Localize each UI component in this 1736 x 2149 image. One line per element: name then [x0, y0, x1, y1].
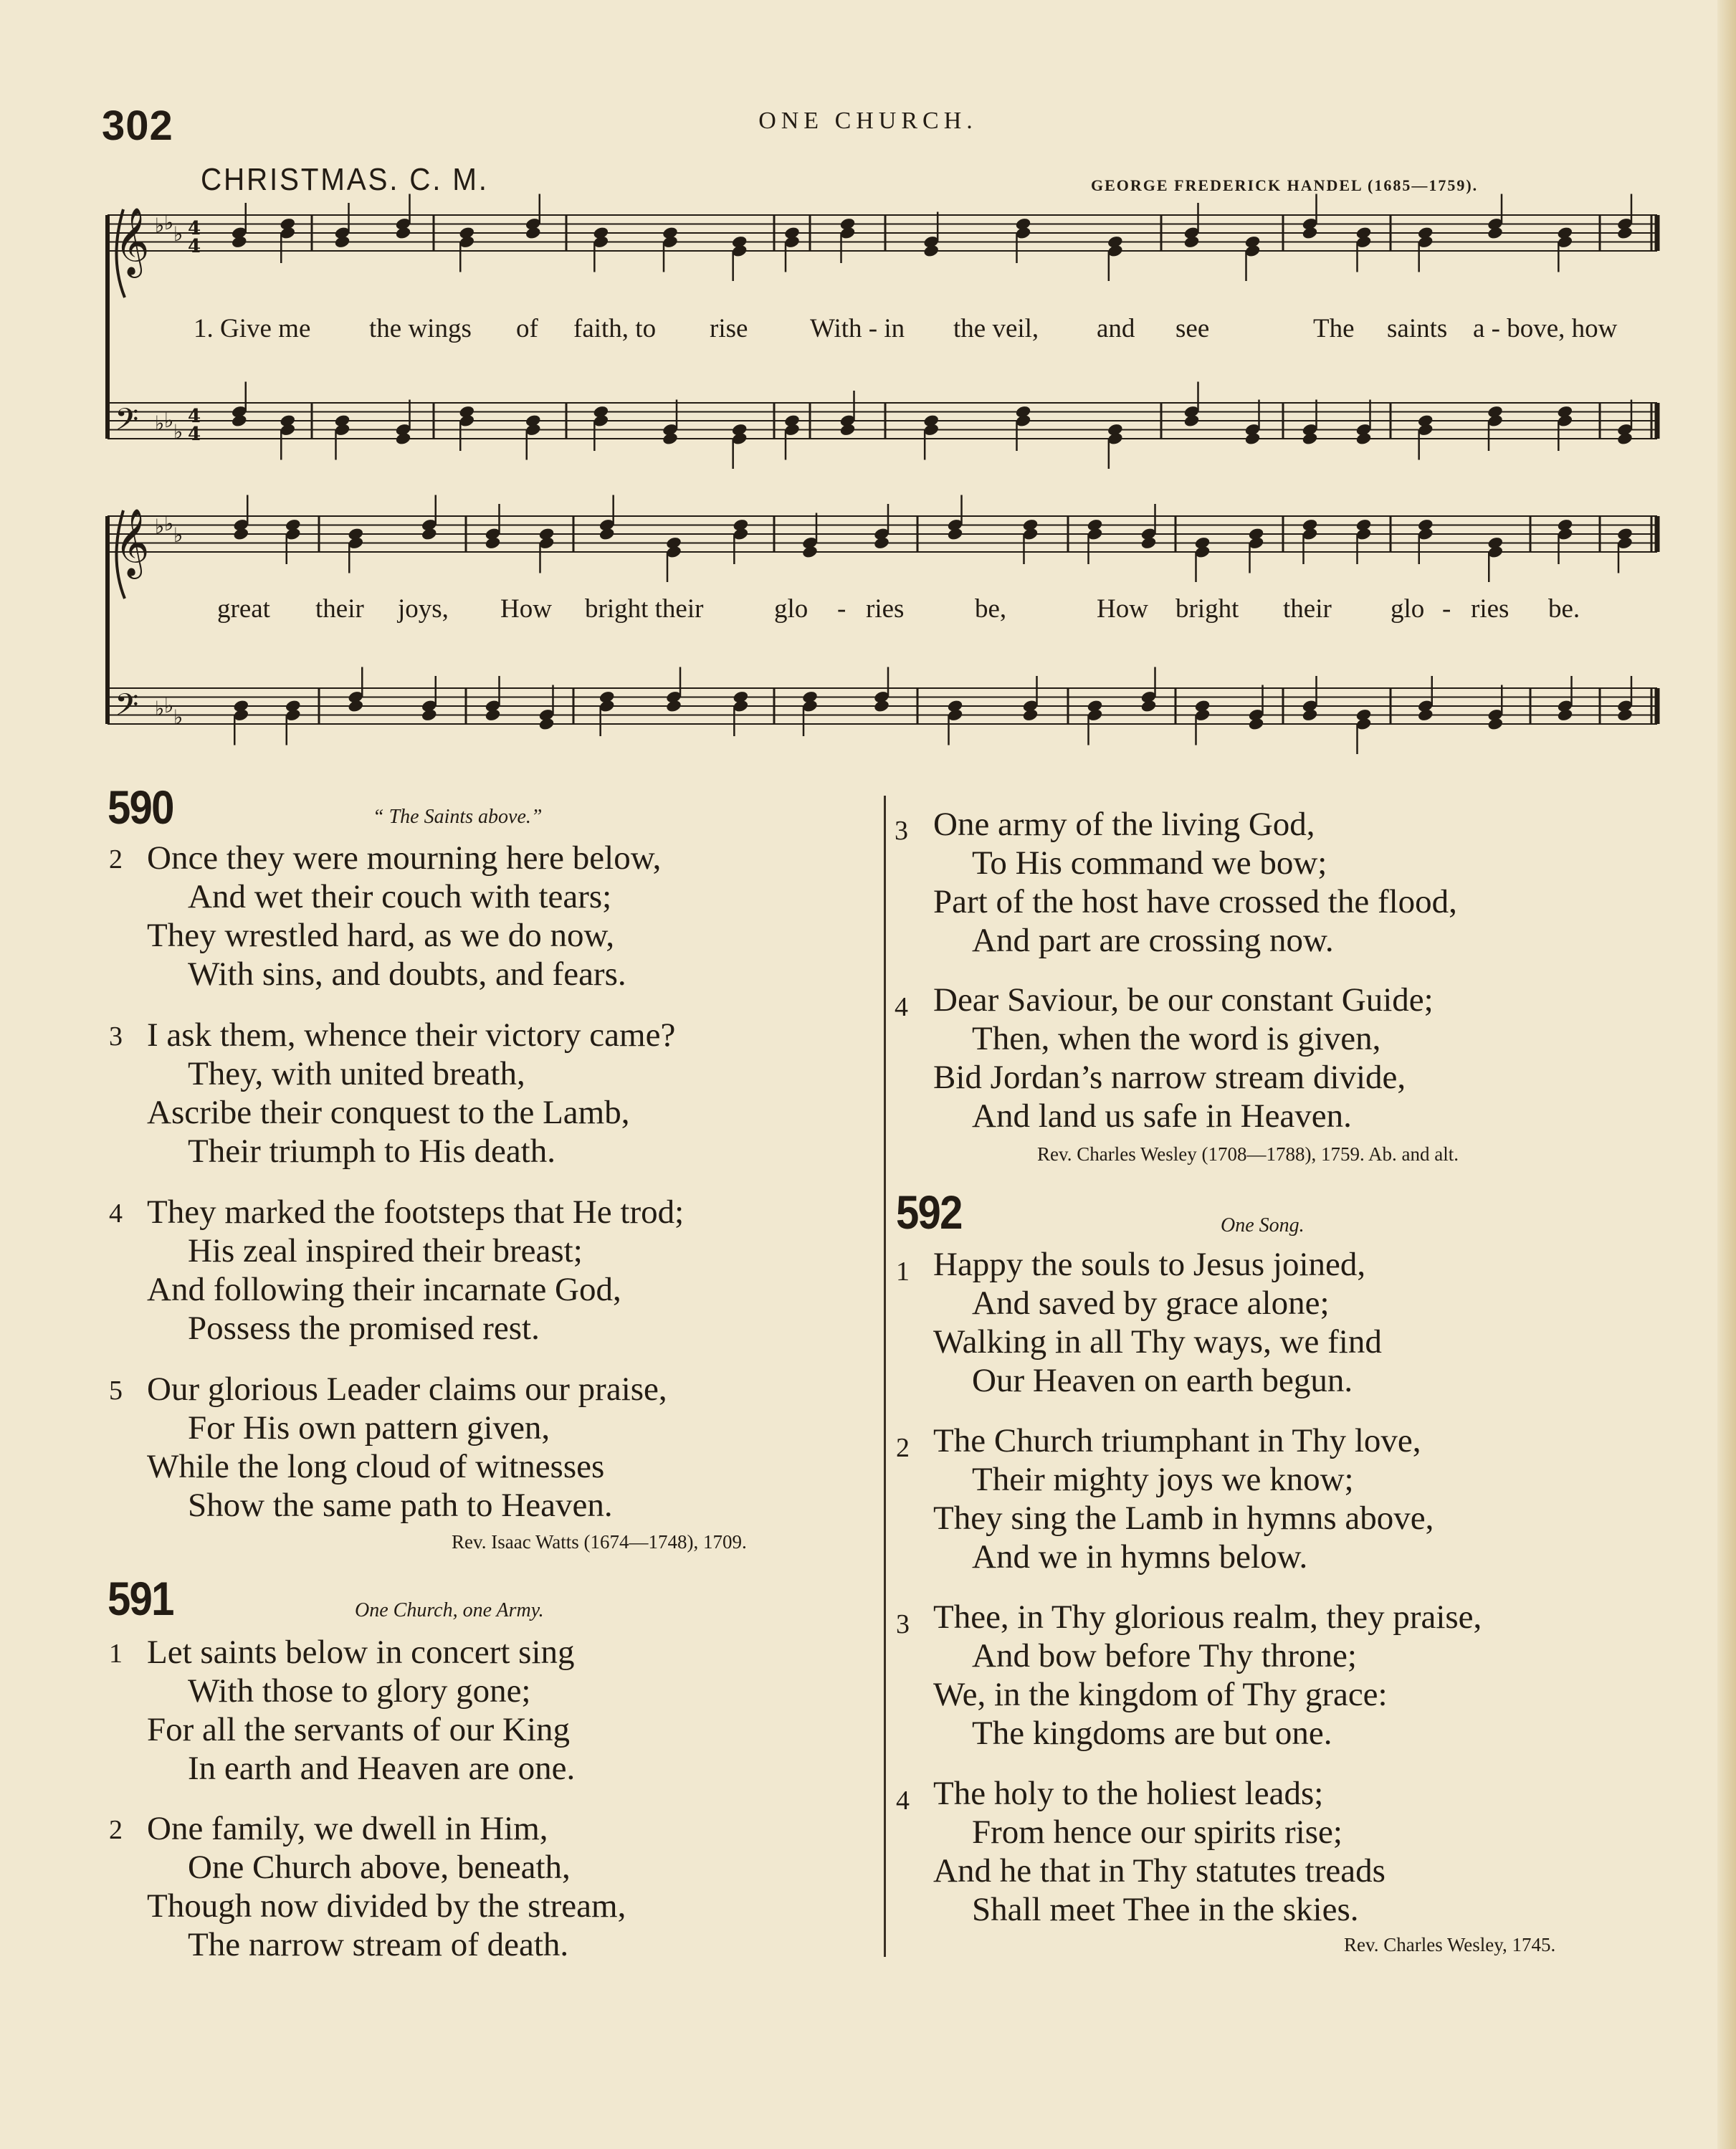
- verse-number: 2: [109, 844, 123, 875]
- key-signature-flat: ♭: [164, 409, 174, 432]
- verse-number: 5: [109, 1376, 123, 1406]
- verse-line: They, with united breath,: [188, 1055, 525, 1092]
- lyric-syllable: saints: [1387, 314, 1448, 343]
- verse-line: Show the same path to Heaven.: [188, 1487, 613, 1524]
- verse-number: 2: [896, 1433, 910, 1463]
- note-head: [1302, 432, 1319, 446]
- verse-number: 4: [109, 1199, 123, 1229]
- note-head: [1244, 432, 1262, 446]
- verse-line: Bid Jordan’s narrow stream divide,: [933, 1059, 1406, 1096]
- note-head: [347, 699, 364, 713]
- verse-line: Part of the host have crossed the flood,: [933, 883, 1457, 920]
- note-head: [1487, 226, 1504, 240]
- note-head: [801, 545, 819, 559]
- lyric-syllable: bright: [1175, 594, 1239, 624]
- treble-clef: 𝄞: [115, 207, 150, 275]
- verse-line: They marked the footsteps that He trod;: [147, 1193, 685, 1231]
- verse-line: Walking in all Thy ways, we find: [933, 1323, 1382, 1361]
- note-head: [1616, 226, 1634, 240]
- hymn-subtitle: One Church, one Army.: [355, 1599, 544, 1621]
- verse-line: With those to glory gone;: [188, 1672, 531, 1710]
- key-signature-flat: ♭: [173, 222, 183, 246]
- note-head: [873, 536, 890, 551]
- lyric-syllable: ries: [1471, 594, 1510, 624]
- note-head: [1140, 536, 1158, 551]
- verse-number: 3: [896, 1609, 910, 1639]
- verse-line: And part are crossing now.: [972, 922, 1334, 959]
- verse-line: The holy to the holiest leads;: [933, 1775, 1324, 1812]
- verse-line: To His command we bow;: [972, 844, 1327, 882]
- verse-number: 4: [895, 992, 908, 1022]
- verse-line: In earth and Heaven are one.: [188, 1750, 576, 1787]
- lyric-syllable: a - bove, how: [1473, 314, 1618, 343]
- note-head: [1183, 414, 1201, 428]
- note-head: [485, 536, 502, 551]
- lyric-syllable: faith, to: [573, 314, 657, 343]
- tune-name: CHRISTMAS. C. M.: [201, 162, 489, 197]
- hymn-number: 591: [108, 1572, 173, 1625]
- running-head: ONE CHURCH.: [758, 108, 978, 134]
- note-head: [1616, 708, 1634, 723]
- note-head: [1487, 717, 1504, 731]
- verse-line: Dear Saviour, be our constant Guide;: [933, 981, 1434, 1019]
- hymn-attribution: Rev. Charles Wesley (1708—1788), 1759. Ab. and alt.: [1037, 1143, 1459, 1165]
- verse-number: 3: [109, 1021, 123, 1052]
- lyric-syllable: of: [516, 314, 538, 343]
- note-head: [665, 699, 682, 713]
- verse-line: Our glorious Leader claims our praise,: [147, 1371, 667, 1408]
- verse-line: And saved by grace alone;: [972, 1285, 1330, 1322]
- lyric-syllable: bright their: [585, 594, 704, 624]
- note-head: [231, 235, 248, 249]
- lyric-syllable: With - in: [810, 314, 905, 343]
- lyric-syllable: How: [1097, 594, 1148, 624]
- lyric-syllable: joys,: [398, 594, 449, 624]
- verse-line: For all the servants of our King: [147, 1711, 571, 1748]
- lyric-syllable: see: [1175, 314, 1210, 343]
- verse-line: One Church above, beneath,: [188, 1849, 571, 1886]
- verse-line: And we in hymns below.: [972, 1538, 1308, 1576]
- lyric-syllable: The: [1313, 314, 1355, 343]
- lyric-syllable: be,: [975, 594, 1007, 624]
- verse-number: 3: [895, 816, 908, 846]
- verse-line: Their triumph to His death.: [188, 1133, 555, 1170]
- verse-line: We, in the kingdom of Thy grace:: [933, 1676, 1388, 1713]
- time-signature: 4: [188, 236, 201, 257]
- page-number: 302: [102, 103, 173, 149]
- note-head: [1616, 432, 1634, 446]
- verse-line: And bow before Thy throne;: [972, 1637, 1357, 1674]
- column-divider: [884, 796, 886, 1957]
- hymn-subtitle: One Song.: [1221, 1214, 1305, 1236]
- verse-line: Then, when the word is given,: [972, 1020, 1381, 1057]
- hymn-subtitle: “ The Saints above.”: [373, 806, 543, 828]
- time-signature: 4: [188, 424, 201, 445]
- composer-credit: GEORGE FREDERICK HANDEL (1685—1759).: [1091, 176, 1479, 194]
- lyric-syllable: 1. Give me: [194, 314, 311, 343]
- lyric-syllable: great: [217, 594, 270, 624]
- note-head: [1557, 708, 1574, 723]
- key-signature-flat: ♭: [155, 411, 165, 435]
- verse-line: They wrestled hard, as we do now,: [147, 917, 615, 954]
- verse-number: 4: [896, 1786, 910, 1816]
- verse-line: With sins, and doubts, and fears.: [188, 956, 626, 993]
- note-head: [334, 235, 351, 249]
- verse-line: Shall meet Thee in the skies.: [972, 1891, 1359, 1928]
- key-signature-flat: ♭: [155, 515, 165, 538]
- note-head: [232, 527, 249, 541]
- note-head: [1302, 226, 1319, 240]
- verse-line: The Church triumphant in Thy love,: [933, 1422, 1421, 1459]
- note-head: [839, 423, 857, 437]
- verse-line: And land us safe in Heaven.: [972, 1097, 1352, 1135]
- verse-line: And wet their couch with tears;: [188, 878, 612, 915]
- lyric-syllable: their: [315, 594, 364, 624]
- note-head: [421, 708, 438, 723]
- verse-number: 1: [109, 1639, 123, 1669]
- lyric-syllable: -: [837, 594, 846, 624]
- lyric-syllable: ries: [866, 594, 905, 624]
- verse-line: Once they were mourning here below,: [147, 839, 662, 877]
- verse-line: Possess the promised rest.: [188, 1310, 540, 1347]
- hymn-number: 590: [108, 781, 173, 834]
- verse-line: One army of the living God,: [933, 806, 1315, 843]
- note-head: [1355, 432, 1373, 446]
- hymn-attribution: Rev. Charles Wesley, 1745.: [1344, 1934, 1556, 1955]
- lyric-syllable: be.: [1548, 594, 1580, 624]
- bass-clef: 𝄢: [115, 687, 139, 730]
- verse-line: Our Heaven on earth begun.: [972, 1362, 1353, 1399]
- verse-line: His zeal inspired their breast;: [188, 1232, 583, 1269]
- verse-line: I ask them, whence their victory came?: [147, 1016, 676, 1054]
- verse-line: Happy the souls to Jesus joined,: [933, 1246, 1366, 1283]
- lyric-syllable: How: [500, 594, 552, 624]
- note-head: [421, 527, 438, 541]
- verse-line: Their mighty joys we know;: [972, 1461, 1354, 1498]
- hymn-attribution: Rev. Isaac Watts (1674—1748), 1709.: [452, 1531, 747, 1553]
- verse-line: While the long cloud of witnesses: [147, 1448, 605, 1485]
- note-head: [873, 699, 890, 713]
- lyric-syllable: rise: [710, 314, 748, 343]
- lyric-syllable: glo: [1391, 594, 1425, 624]
- time-signature: 4: [188, 406, 201, 427]
- note-head: [485, 708, 502, 723]
- note-head: [1248, 717, 1265, 731]
- note-head: [922, 244, 940, 258]
- verse-line: Thee, in Thy glorious realm, they praise,: [933, 1598, 1482, 1636]
- hymn-number: 592: [896, 1186, 962, 1239]
- verse-number: 2: [109, 1815, 123, 1845]
- key-signature-flat: ♭: [173, 705, 183, 729]
- note-head: [1302, 708, 1319, 723]
- verse-line: The narrow stream of death.: [188, 1926, 569, 1963]
- note-head: [1417, 708, 1434, 723]
- note-head: [1183, 235, 1201, 249]
- lyric-syllable: the veil,: [953, 314, 1039, 343]
- verse-line: One family, we dwell in Him,: [147, 1810, 548, 1847]
- lyric-syllable: glo: [774, 594, 809, 624]
- key-signature-flat: ♭: [164, 211, 174, 234]
- verse-line: Though now divided by the stream,: [147, 1887, 626, 1925]
- note-head: [1022, 708, 1039, 723]
- note-head: [395, 432, 412, 446]
- verse-line: Let saints below in concert sing: [147, 1634, 575, 1671]
- note-head: [947, 527, 964, 541]
- key-signature-flat: ♭: [155, 214, 165, 237]
- note-head: [538, 717, 555, 731]
- key-signature-flat: ♭: [173, 523, 183, 547]
- bass-clef: 𝄢: [115, 402, 139, 445]
- note-head: [395, 226, 412, 240]
- key-signature-flat: ♭: [164, 694, 174, 718]
- key-signature-flat: ♭: [173, 420, 183, 444]
- lyric-syllable: the wings: [369, 314, 472, 343]
- treble-clef: 𝄞: [115, 508, 150, 576]
- verse-line: Ascribe their conquest to the Lamb,: [147, 1094, 630, 1131]
- time-signature: 4: [188, 218, 201, 239]
- key-signature-flat: ♭: [155, 697, 165, 720]
- note-head: [231, 414, 248, 428]
- note-head: [1140, 699, 1158, 713]
- lyric-syllable: their: [1283, 594, 1332, 624]
- verse-line: And following their incarnate God,: [147, 1271, 621, 1308]
- note-head: [525, 226, 542, 240]
- note-head: [662, 432, 679, 446]
- verse-line: The kingdoms are but one.: [972, 1715, 1332, 1752]
- verse-line: And he that in Thy statutes treads: [933, 1852, 1386, 1890]
- verse-line: From hence our spirits rise;: [972, 1814, 1342, 1851]
- music-score: [0, 0, 1736, 760]
- note-head: [598, 527, 616, 541]
- verse-number: 1: [896, 1257, 910, 1287]
- verse-line: For His own pattern given,: [188, 1409, 550, 1447]
- verse-line: They sing the Lamb in hymns above,: [933, 1500, 1434, 1537]
- lyric-syllable: and: [1097, 314, 1135, 343]
- lyric-syllable: -: [1442, 594, 1451, 624]
- key-signature-flat: ♭: [164, 512, 174, 535]
